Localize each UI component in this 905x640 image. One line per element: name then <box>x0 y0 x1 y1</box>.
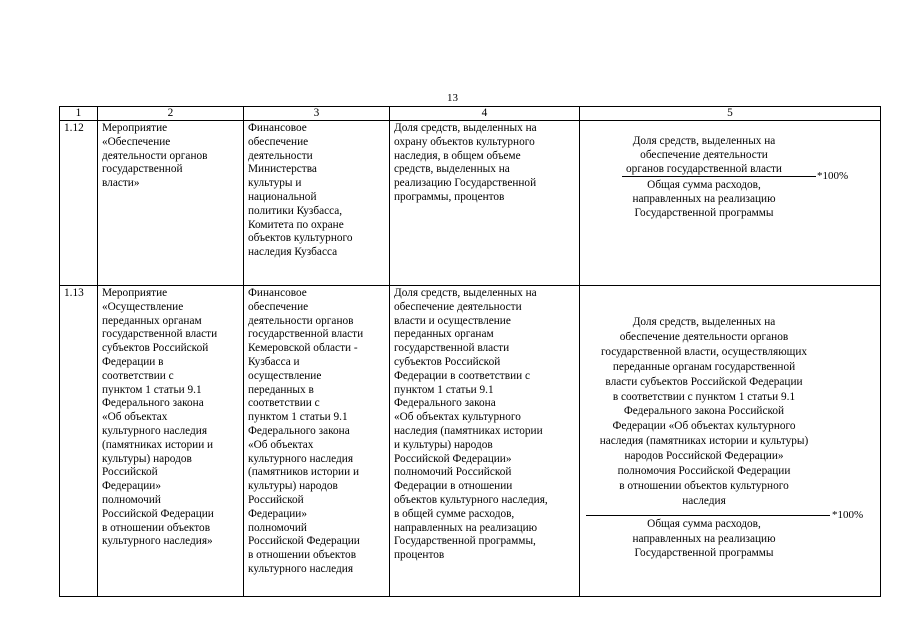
event-text: Мероприятие «Осуществление переданных органам государственной власти субъектов Российской Федерации в соответствии с пунктом 1 статьи 9.1 Федерального закона «Об объектах культурного наследия (памятниках истории и культуры) народов Российской Федерации» полномочий Российской Федерации в отношении объектов культурного наследия» <box>102 287 218 548</box>
page-number: 13 <box>447 92 458 104</box>
percent-suffix: *100% <box>832 509 864 521</box>
table-row <box>60 286 881 597</box>
event-cell <box>98 121 244 286</box>
indicator-cell <box>390 286 580 597</box>
source-cell <box>244 121 390 286</box>
percent-suffix: *100% <box>817 170 849 182</box>
fraction-bar <box>622 176 816 177</box>
header-cell-1: 1 <box>60 107 98 121</box>
indicator-text: Доля средств, выделенных на охрану объектов культурного наследия, в общем объеме средств, выделенных на реализацию Государственной программы, процентов <box>394 122 537 203</box>
header-cell-2: 2 <box>98 107 244 121</box>
formula <box>584 122 876 282</box>
header-cell-3: 3 <box>244 107 390 121</box>
table-row <box>60 121 881 286</box>
row-number: 1.12 <box>60 121 98 286</box>
indicator-table <box>59 106 881 597</box>
fraction-bar <box>586 515 830 516</box>
source-text: Финансовое обеспечение деятельности Министерства культуры и национальной политики Кузбасса, Комитета по охране объектов культурного наследия Кузбасса <box>248 122 353 259</box>
formula-denominator: Общая сумма расходов, направленных на реализацию Государственной программы <box>632 518 776 559</box>
indicator-cell <box>390 121 580 286</box>
event-cell <box>98 286 244 597</box>
formula-numerator: Доля средств, выделенных на обеспечение деятельности органов государственной власти, осуществляющих переданные органам государственной власти субъектов Российской Федерации в соответствии с пунктом 1 статьи 9.1 Федерального закона Российской Федерации «Об объектах культурного наследия (памятниках истории и культуры) народов Российской Федерации» полномочия Российской Федерации в отношении объектов культурного наследия <box>599 316 809 507</box>
header-cell-4: 4 <box>390 107 580 121</box>
source-cell <box>244 286 390 597</box>
row-number: 1.13 <box>60 286 98 597</box>
event-text: Мероприятие «Обеспечение деятельности органов государственной власти» <box>102 122 208 190</box>
formula-numerator: Доля средств, выделенных на обеспечение деятельности органов государственной власти <box>626 135 782 175</box>
formula <box>584 287 876 593</box>
header-cell-5: 5 <box>580 107 881 121</box>
formula-denominator: Общая сумма расходов, направленных на реализацию Государственной программы <box>632 179 776 219</box>
formula-cell <box>580 286 881 597</box>
formula-cell <box>580 121 881 286</box>
indicator-text: Доля средств, выделенных на обеспечение деятельности власти и осуществление переданных органам государственной власти субъектов Российской Федерации в соответствии с пунктом 1 статьи 9.1 Федерального закона «Об объектах культурного наследия (памятниках истории и культуры) народов Российской Федерации» полномочий Российской Федерации в отношении объектов культурного наследия, в общей сумме расходов, направленных на реализацию Государственной программы, процентов <box>394 287 548 562</box>
table-header-row <box>60 107 881 121</box>
source-text: Финансовое обеспечение деятельности органов государственной власти Кемеровской области - Кузбасса и осуществление переданных в соответствии с пунктом 1 статьи 9.1 Федерального закона «Об объектах культурного наследия (памятников истории и культуры) народов Российской Федерации» полномочий Российской Федерации в отношении объектов культурного наследия <box>248 287 364 575</box>
